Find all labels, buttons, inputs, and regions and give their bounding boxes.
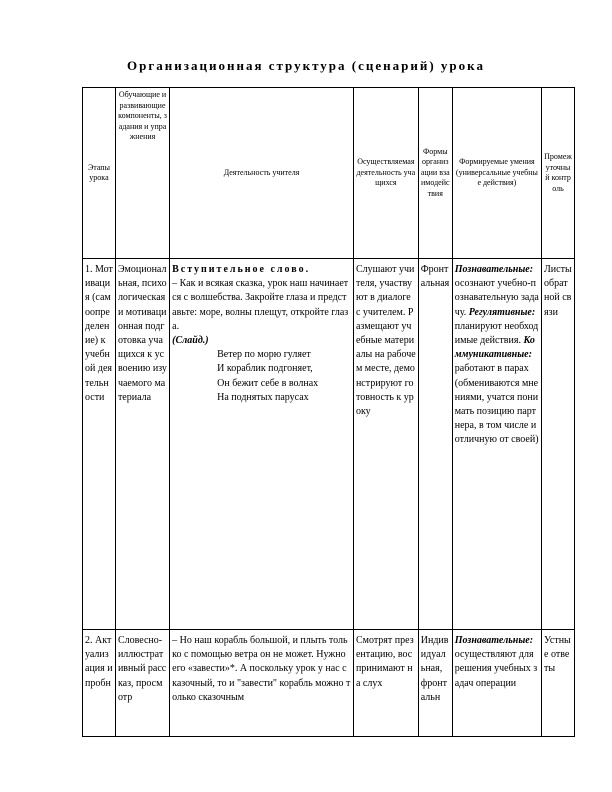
teacher-intro: Вступительное слово. [172,264,311,275]
header-control: Промежуточный контроль [542,88,575,259]
poem: Ветер по морю гуляет И кораблик подгоняет, Он бежит себе в волнах На поднятых парусах [217,349,319,403]
skills-reg-label: Регулятивные: [468,306,536,318]
skills-com-text: работают в парах (обмениваются мнениями, учатся понимать позицию партнера, в том числе и отличную от своей) [454,363,539,446]
teacher-text: – Как и всякая сказка, урок наш начинается с волшебства. Закройте глаза и представьте: море, волны плещут, откройте глаза. [172,278,349,332]
forms-cell: Индивидуальная, фронтальн [418,630,452,737]
skills-com-label: Коммуникативные: [454,335,535,361]
skills-cog-label: Познавательные: [454,264,534,275]
stage-cell: 2. Актуализация и пробн [83,630,116,737]
skills-cog-text: осуществляют для решения учебных задач операции [454,649,538,689]
skills-reg-text: планируют необходимые действия. [454,320,539,347]
teacher-cell [170,259,354,630]
components-cell: Эмоциональная, психологическая и мотивационная подготовка учащихся к усвоению изучаемого материала [115,259,169,630]
slide-note: (Слайд.) [172,335,209,347]
students-cell: Слушают учителя, участвуют в диалоге с учителем. Размещают учебные материалы на рабочем месте, демонстрируют готовность к уроку [353,259,418,630]
table-row [83,630,575,737]
header-teacher: Деятельность учителя [170,88,354,259]
skills-cell [452,259,541,630]
header-forms: Формы организации взаимодействия [418,88,452,259]
skills-cog-label: Познавательные: [454,635,534,646]
students-cell: Смотрят презентацию, воспринимают на слух [353,630,418,737]
teacher-cell: – Но наш корабль большой, и плыть только с помощью ветра он не может. Нужно его «завести»*. А поскольку урок у нас сказочный, то и "завести" корабль можно только сказочным [170,630,354,737]
skills-cell [452,630,541,737]
header-students: Осуществляемая деятельность учащихся [353,88,418,259]
header-stages: Этапы урока [83,88,116,259]
control-cell: Устные ответы [542,630,575,737]
forms-cell: Фронтальная [418,259,452,630]
page-title: Организационная структура (сценарий) урока [127,58,485,73]
table-row [83,259,575,630]
control-cell: Листы обратной связи [542,259,575,630]
lesson-structure-table [82,87,575,737]
skills-cog-text: осознают учебно-познавательную задачу. [454,278,539,318]
table-header-row [83,88,575,259]
header-skills: Формируемые умения (универсальные учебные действия) [452,88,541,259]
header-components: Обучающие и развивающие компоненты, задания и упражнения [115,88,169,259]
stage-cell: 1. Мотивация (самоопределение) к учебной деятельности [83,259,116,630]
components-cell: Словесно-иллюстративный рассказ, просмотр [115,630,169,737]
